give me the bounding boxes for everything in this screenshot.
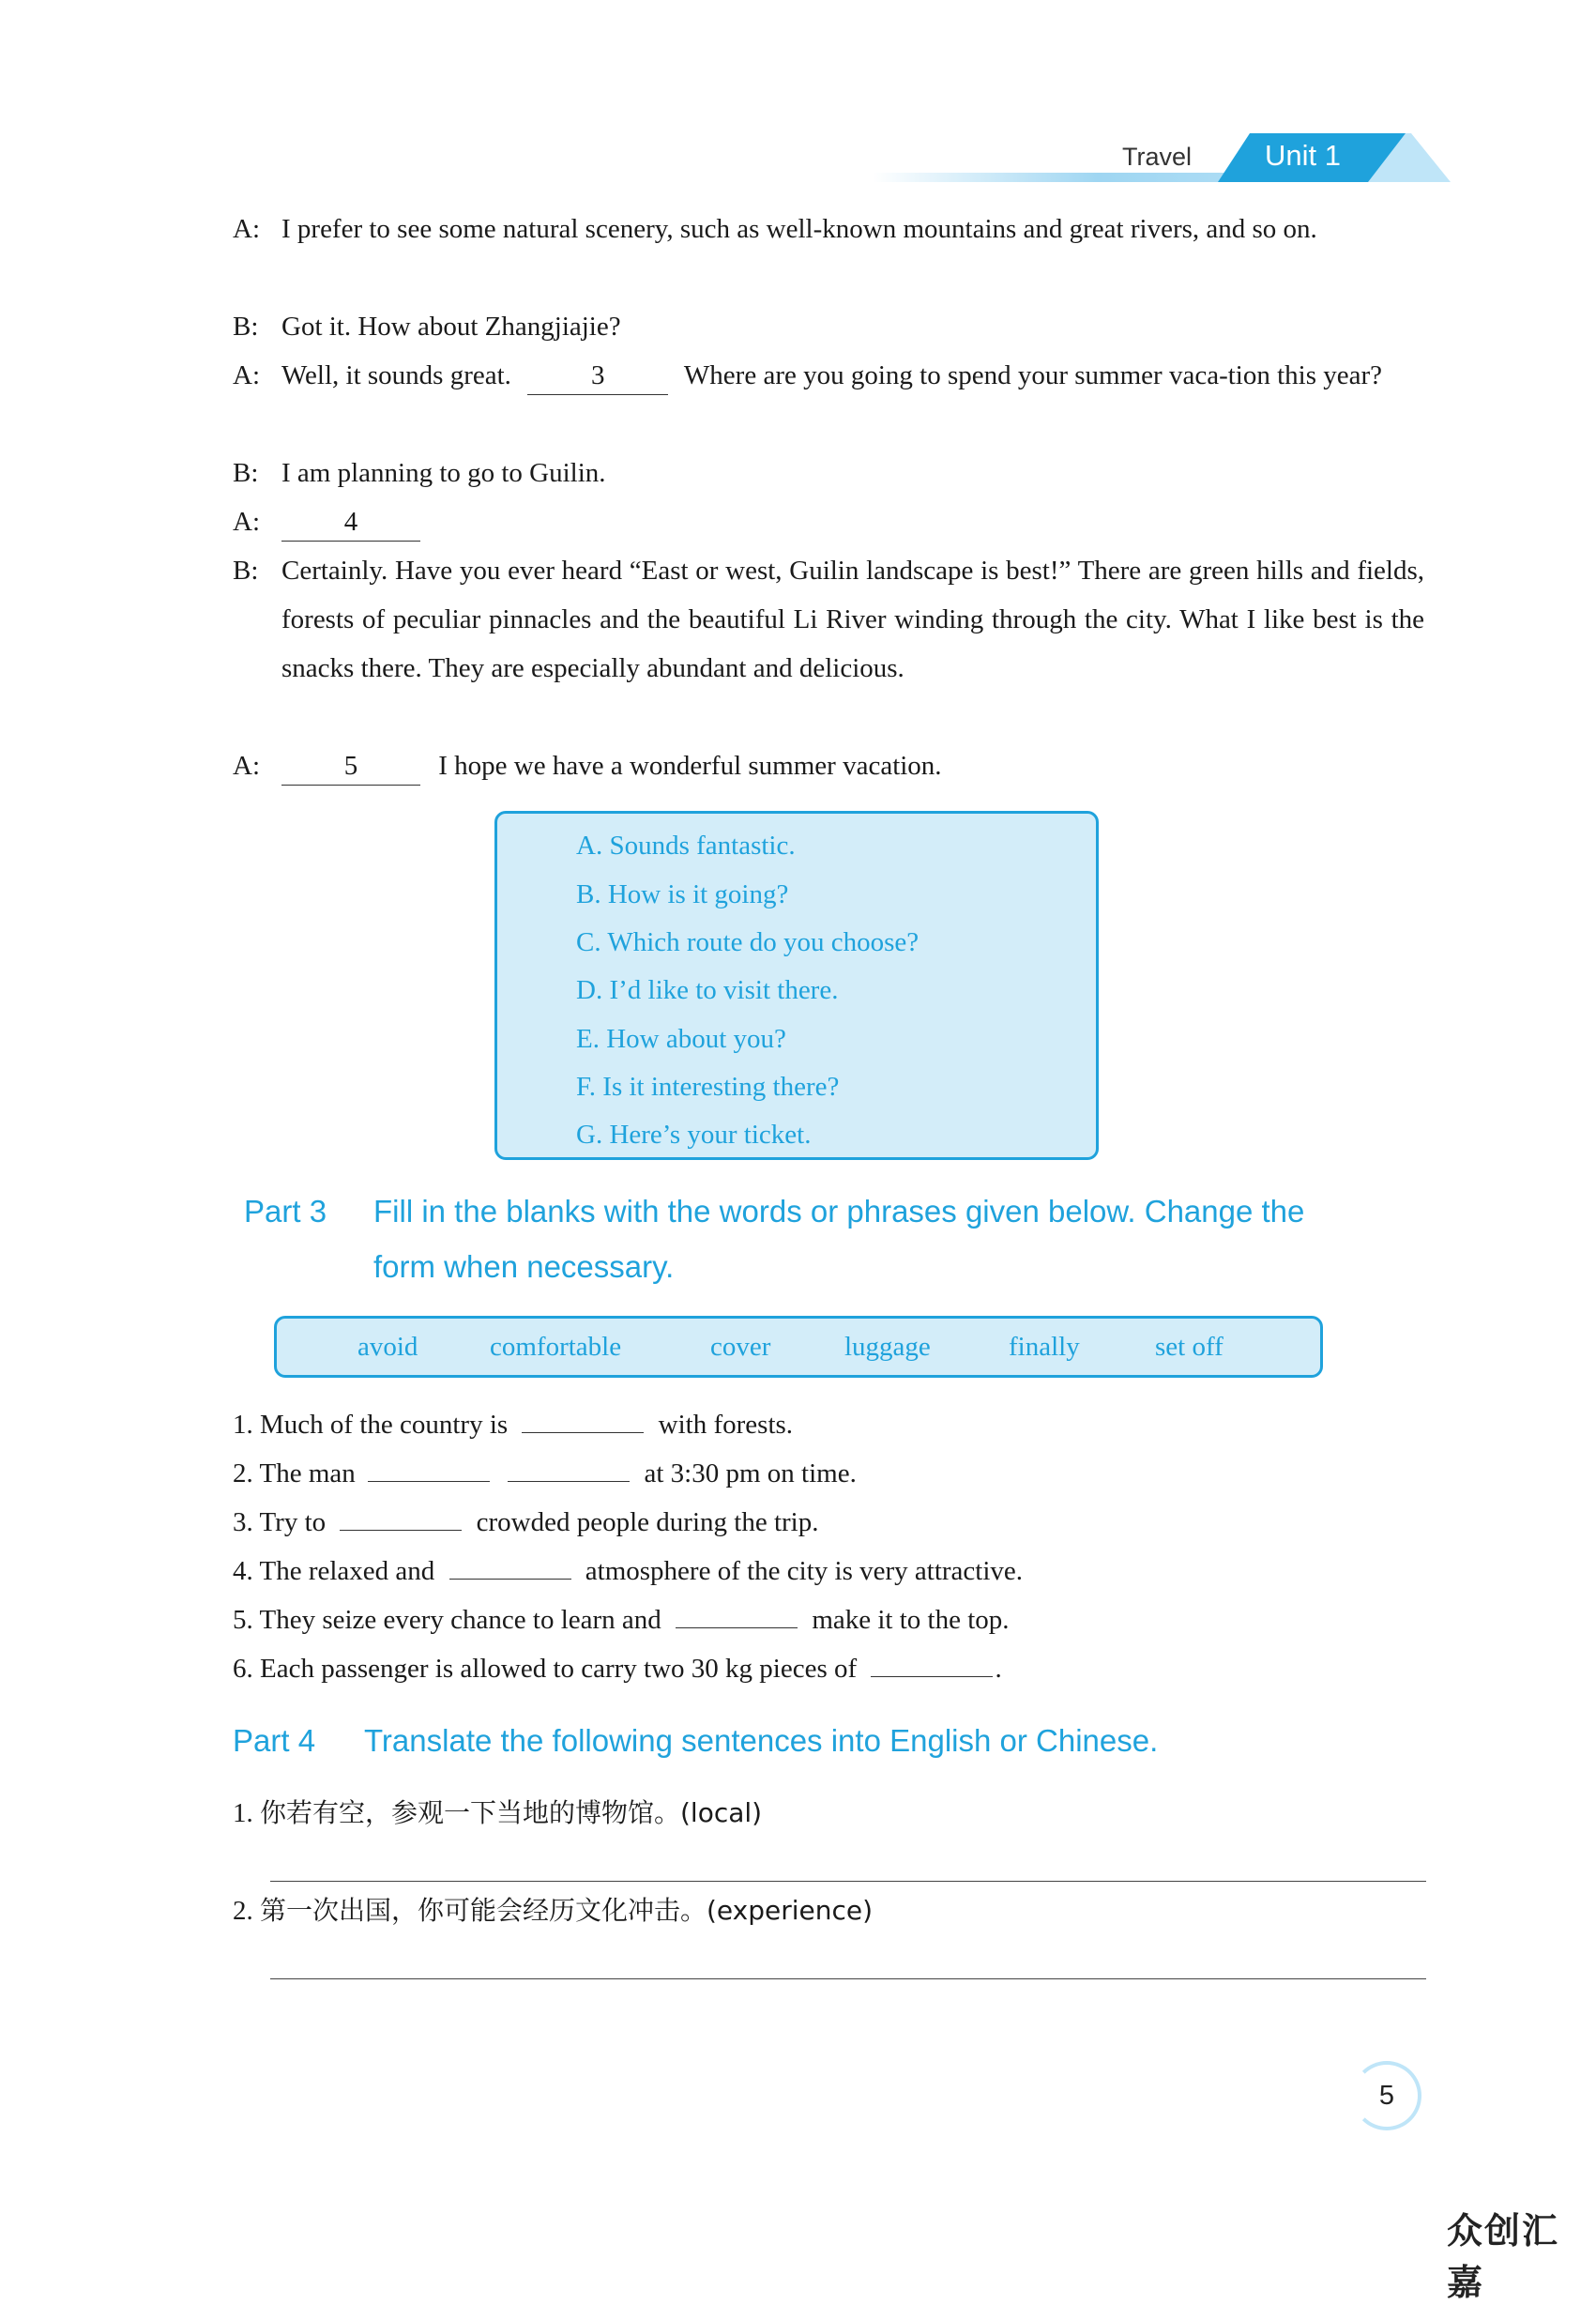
exercise-sentence	[233, 1595, 1010, 1644]
speaker-label: B:	[233, 556, 259, 586]
dialogue-line	[233, 205, 1424, 253]
answer-line[interactable]	[270, 1881, 1426, 1882]
speaker-label: A:	[233, 751, 260, 781]
exercise-sentence	[233, 1547, 1023, 1595]
option-item: G. Here’s your ticket.	[576, 1120, 812, 1150]
dialogue-text: I am planning to go to Guilin.	[281, 458, 606, 488]
answer-blank[interactable]: 5	[281, 747, 420, 786]
part4-instruction: Translate the following sentences into English or Chinese.	[364, 1723, 1159, 1758]
sentence-text: .	[995, 1654, 1002, 1684]
dialogue-text: I hope we have a wonderful summer vacation.	[438, 751, 942, 781]
word-bank-item: comfortable	[490, 1332, 622, 1362]
word-bank	[274, 1316, 1323, 1378]
fill-blank[interactable]	[340, 1530, 462, 1531]
item-number: 1.	[233, 1798, 253, 1828]
dialogue-text: I prefer to see some natural scenery, such as well-known mountains and great rivers, and so on.	[281, 214, 1317, 244]
sentence-number: 5.	[233, 1605, 253, 1635]
exercise-sentence	[233, 1644, 1002, 1693]
sentence-text: crowded people during the trip.	[476, 1507, 819, 1537]
fill-blank[interactable]	[676, 1627, 798, 1628]
sentence-number: 2.	[233, 1458, 253, 1488]
unit-label: Unit 1	[1265, 139, 1341, 172]
header-section-title: Travel	[1122, 143, 1193, 171]
answer-blank[interactable]: 3	[527, 357, 668, 395]
dialogue-line	[233, 449, 1424, 497]
sentence-text: with forests.	[658, 1410, 794, 1440]
dialogue-text: Got it. How about Zhangjiajie?	[281, 312, 621, 342]
answer-line[interactable]	[270, 1978, 1426, 1979]
part3-instruction: form when necessary.	[373, 1249, 675, 1284]
word-bank-item: luggage	[844, 1332, 931, 1362]
sentence-number: 1.	[233, 1410, 253, 1440]
translation-item	[233, 1789, 762, 1838]
option-item: B. How is it going?	[576, 879, 789, 909]
sentence-text: The relaxed and	[259, 1556, 435, 1586]
option-item: F. Is it interesting there?	[576, 1072, 840, 1102]
item-number: 2.	[233, 1896, 253, 1926]
dialogue-line	[233, 741, 1424, 790]
dialogue-line	[233, 302, 1424, 351]
speaker-label: A:	[233, 507, 260, 537]
dialogue-text: Certainly. Have you ever heard “East or west, Guilin landscape is best!” There are green hills and fields, forests of peculiar pinnacles and the beautiful Li River winding through the city. What I like best is the snacks there. They are especially abundant and delicious.	[281, 556, 1424, 683]
sentence-number: 3.	[233, 1507, 253, 1537]
sentence-number: 4.	[233, 1556, 253, 1586]
item-text: 你若有空，参观一下当地的博物馆。(local)	[260, 1797, 763, 1828]
watermark: 众创汇嘉	[1447, 2210, 1560, 2303]
speaker-label: B:	[233, 312, 259, 342]
sentence-text: Each passenger is allowed to carry two 30 kg pieces of	[260, 1654, 858, 1684]
answer-blank[interactable]: 4	[281, 503, 420, 542]
dialogue-text: Well, it sounds great.	[281, 360, 511, 390]
option-item: C. Which route do you choose?	[576, 927, 920, 957]
part4-label: Part 4	[233, 1723, 316, 1758]
page-number: 5	[1352, 2061, 1421, 2130]
sentence-text: make it to the top.	[812, 1605, 1010, 1635]
item-text: 第一次出国，你可能会经历文化冲击。(experience)	[260, 1895, 874, 1926]
exercise-sentence	[233, 1449, 857, 1498]
sentence-text: atmosphere of the city is very attractive.	[585, 1556, 1024, 1586]
translation-item	[233, 1886, 873, 1935]
part3-instruction: Fill in the blanks with the words or phrases given below. Change the	[373, 1194, 1305, 1229]
word-bank-item: avoid	[357, 1332, 418, 1362]
sentence-text: The man	[259, 1458, 356, 1488]
sentence-text: Much of the country is	[260, 1410, 509, 1440]
speaker-label: B:	[233, 458, 259, 488]
dialogue-line	[233, 497, 1424, 546]
option-item: A. Sounds fantastic.	[576, 831, 796, 861]
fill-blank[interactable]	[449, 1579, 571, 1580]
sentence-text: at 3:30 pm on time.	[644, 1458, 857, 1488]
word-bank-item: set off	[1155, 1332, 1224, 1362]
speaker-label: A:	[233, 214, 260, 244]
fill-blank[interactable]	[508, 1481, 630, 1482]
exercise-sentence	[233, 1498, 818, 1547]
option-item: D. I’d like to visit there.	[576, 975, 839, 1005]
fill-blank[interactable]	[368, 1481, 490, 1482]
sentence-number: 6.	[233, 1654, 253, 1684]
fill-blank[interactable]	[522, 1432, 644, 1433]
word-bank-item: finally	[1009, 1332, 1080, 1362]
fill-blank[interactable]	[871, 1676, 993, 1677]
speaker-label: A:	[233, 360, 260, 390]
dialogue-text: Where are you going to spend your summer vaca-tion this year?	[683, 360, 1383, 390]
sentence-text: Try to	[259, 1507, 327, 1537]
dialogue-line	[233, 546, 1424, 693]
dialogue-line	[233, 351, 1424, 400]
part3-label: Part 3	[244, 1194, 327, 1229]
sentence-text: They seize every chance to learn and	[259, 1605, 661, 1635]
options-box	[494, 811, 1099, 1160]
word-bank-item: cover	[710, 1332, 771, 1362]
exercise-sentence	[233, 1400, 793, 1449]
option-item: E. How about you?	[576, 1024, 786, 1054]
